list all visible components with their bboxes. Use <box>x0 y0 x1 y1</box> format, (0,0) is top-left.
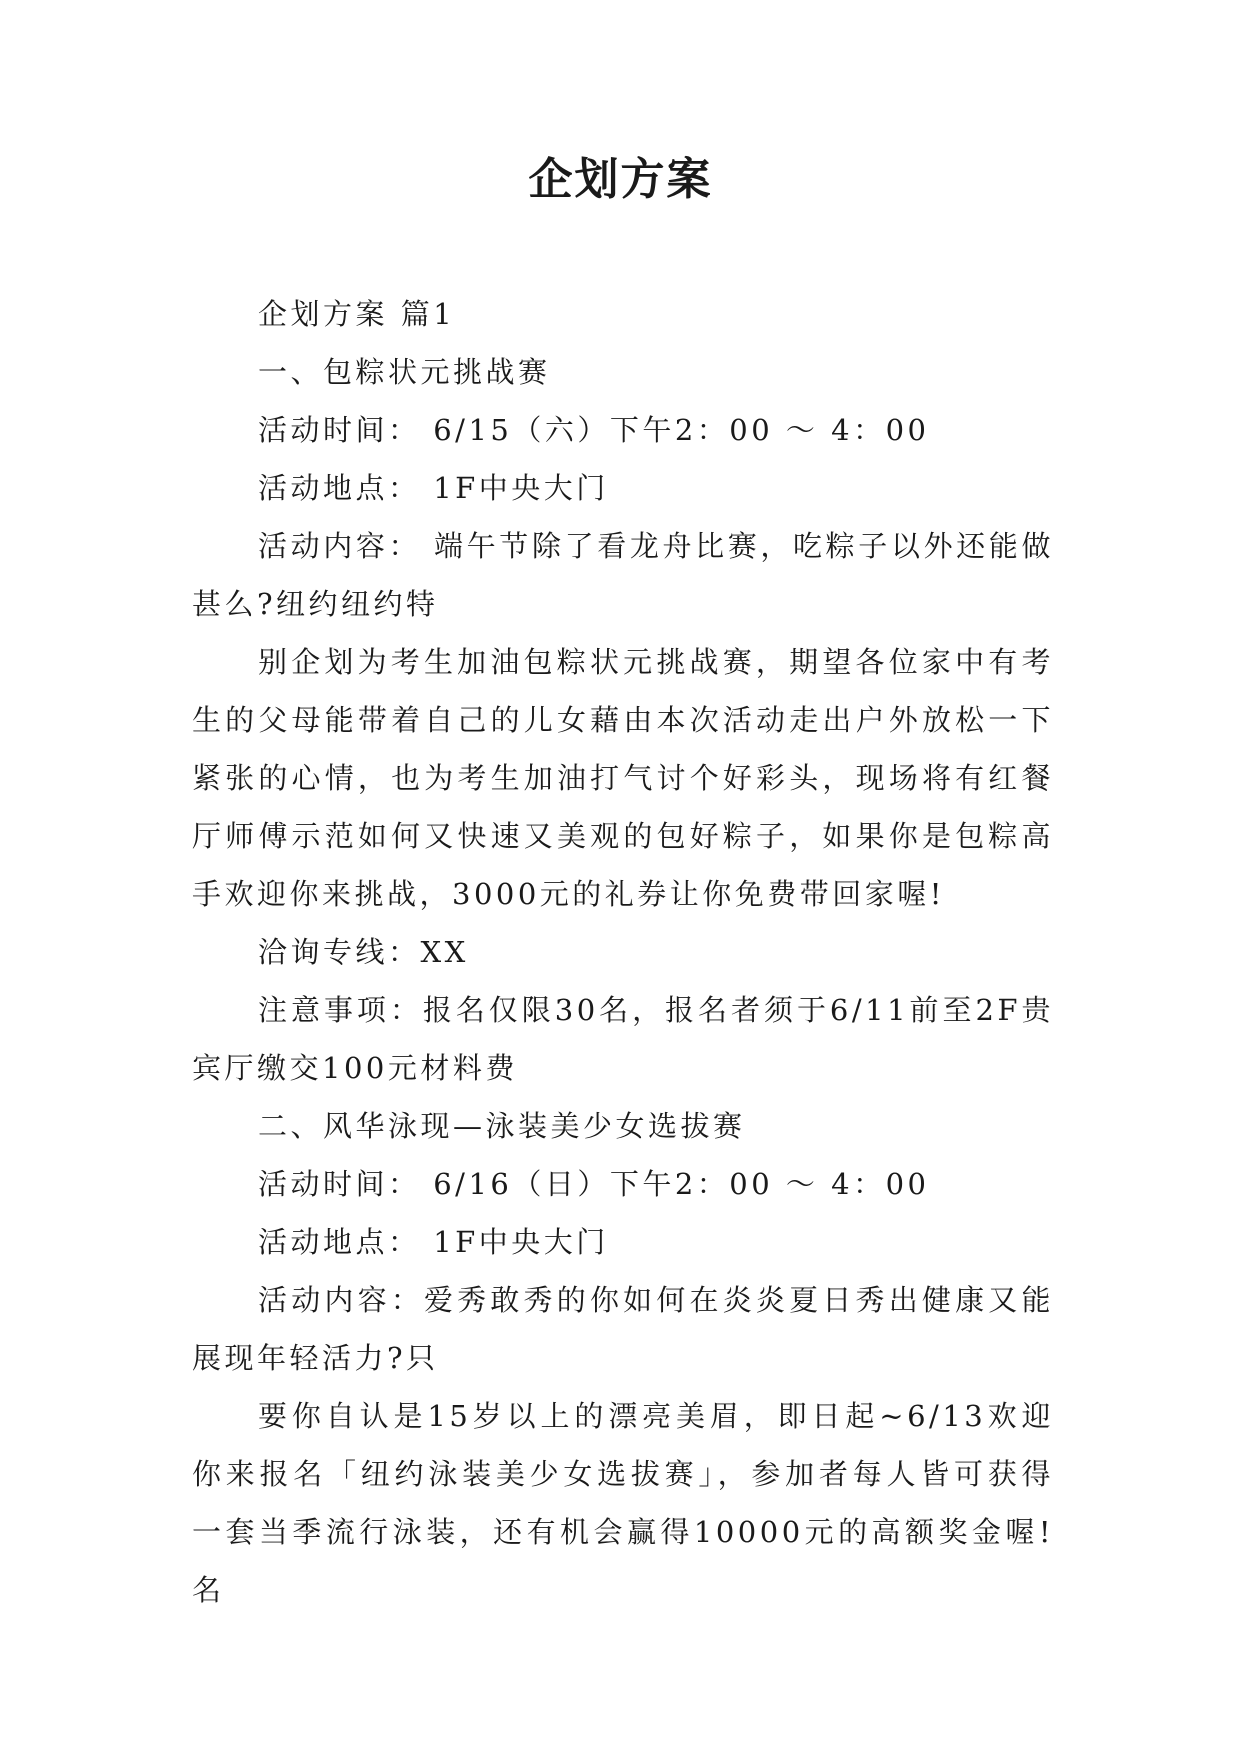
event-1-content: 活动内容： 端午节除了看龙舟比赛，吃粽子以外还能做甚么?纽约纽约特 <box>192 529 1054 621</box>
event-2-title: 二、风华泳现—泳装美少女选拔赛 <box>258 1109 746 1143</box>
event-2-content: 活动内容：爱秀敢秀的你如何在炎炎夏日秀出健康又能展现年轻活力?只 <box>192 1283 1054 1375</box>
event-1-notes: 注意事项：报名仅限30名，报名者须于6/11前至2F贵宾厅缴交100元材料费 <box>192 993 1054 1085</box>
event-2-description: 要你自认是15岁以上的漂亮美眉，即日起~6/13欢迎你来报名「纽约泳装美少女选拔赛」，参加者每人皆可获得一套当季流行泳装，还有机会赢得10000元的高额奖金喔!名 <box>192 1399 1054 1607</box>
event-2-time: 活动时间： 6/16（日）下午2：00 ～ 4：00 <box>258 1167 930 1201</box>
event-1-time: 活动时间： 6/15（六）下午2：00 ～ 4：00 <box>258 413 930 447</box>
event-1-hotline: 洽询专线：XX <box>258 935 469 969</box>
document-title: 企划方案 <box>528 154 713 205</box>
document-body <box>192 285 1054 1619</box>
section-heading-part-1: 企划方案 篇1 <box>258 297 456 331</box>
event-1-title: 一、包粽状元挑战赛 <box>258 355 551 389</box>
event-1-location: 活动地点： 1F中央大门 <box>258 471 609 505</box>
event-2-location: 活动地点： 1F中央大门 <box>258 1225 609 1259</box>
event-1-description: 别企划为考生加油包粽状元挑战赛，期望各位家中有考生的父母能带着自己的儿女藉由本次活动走出户外放松一下紧张的心情，也为考生加油打气讨个好彩头，现场将有红餐厅师傅示范如何又快速又美观的包好粽子，如果你是包粽高手欢迎你来挑战，3000元的礼券让你免费带回家喔! <box>192 645 1054 911</box>
